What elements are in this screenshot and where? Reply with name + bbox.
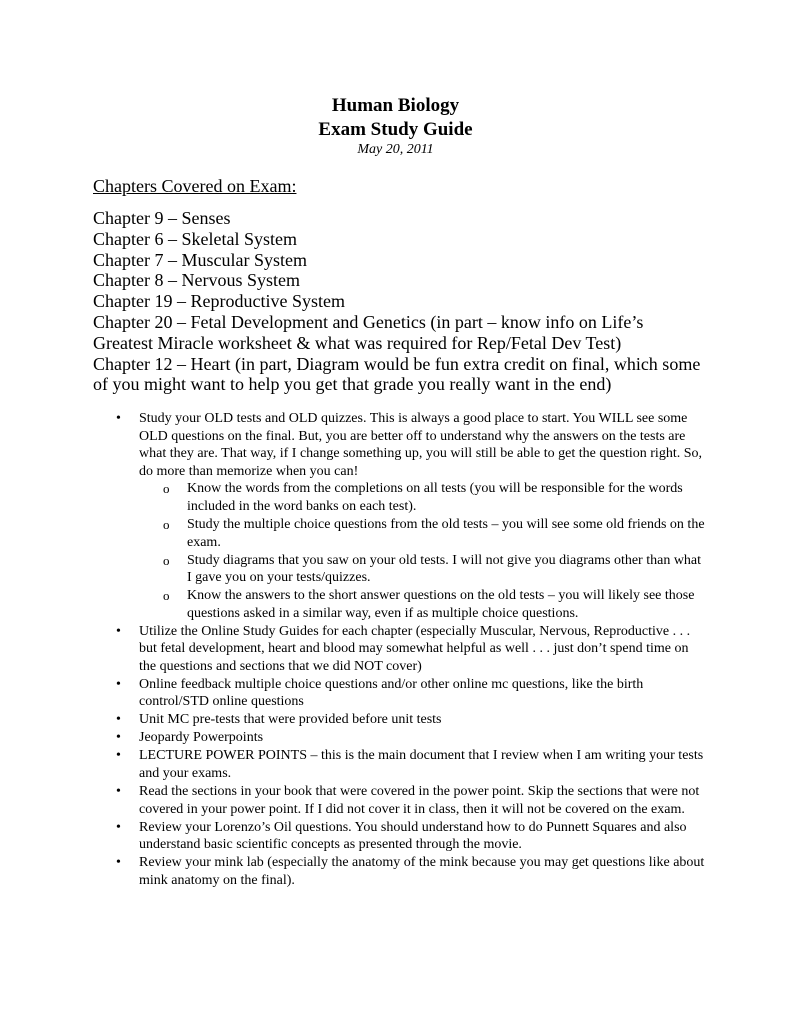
study-tips-list: [93, 410, 708, 890]
study-tip-text: Study your OLD tests and OLD quizzes. This is always a good place to start. You WILL see some OLD questions on the final. But, you are better off to understand why the answers on the tests are what they are. That way, if I change something up, you will still be able to get the question right. So, do more than memorize when you can!: [139, 411, 702, 479]
sub-tip-item: o Know the words from the completions on all tests (you will be responsible for the words included in the word banks on each test).: [139, 480, 708, 515]
chapter-item: Chapter 19 – Reproductive System: [93, 291, 345, 312]
document-date: May 20, 2011: [357, 142, 434, 157]
sub-tips-list: [139, 480, 708, 622]
document-subtitle: Exam Study Guide: [318, 119, 473, 140]
study-tip-item: • Jeopardy Powerpoints: [93, 729, 708, 747]
sub-tip-item: o Know the answers to the short answer questions on the old tests – you will likely see those questions asked in a similar way, even if as multiple choice questions.: [139, 587, 708, 622]
study-tip-item: [93, 410, 708, 622]
chapter-item: Chapter 7 – Muscular System: [93, 249, 307, 270]
sub-tip-item: o Study the multiple choice questions from the old tests – you will see some old friends on the exam.: [139, 516, 708, 551]
study-tip-item: • LECTURE POWER POINTS – this is the main document that I review when I am writing your tests and your exams.: [93, 747, 708, 782]
study-tip-item: • Review your Lorenzo’s Oil questions. You should understand how to do Punnett Squares and also understand basic scientific concepts as presented through the movie.: [93, 819, 708, 854]
study-tip-item: • Review your mink lab (especially the anatomy of the mink because you may get questions like about mink anatomy on the final).: [93, 854, 708, 889]
chapters-heading: Chapters Covered on Exam:: [93, 176, 297, 196]
sub-tip-item: o Study diagrams that you saw on your old tests. I will not give you diagrams other than what I gave you on your tests/quizzes.: [139, 552, 708, 587]
chapter-item: Chapter 6 – Skeletal System: [93, 228, 297, 249]
chapter-item: Chapter 8 – Nervous System: [93, 270, 300, 291]
study-tip-item: • Unit MC pre-tests that were provided before unit tests: [93, 711, 708, 729]
study-tip-item: • Read the sections in your book that were covered in the power point. Skip the sections that were not covered in your power point. If I did not cover it in class, then it will not be covered on the exam.: [93, 783, 708, 818]
document-title: Human Biology: [331, 95, 460, 116]
chapter-item: Chapter 9 – Senses: [93, 208, 231, 228]
study-tip-item: • Online feedback multiple choice questions and/or other online mc questions, like the birth control/STD online questions: [93, 676, 708, 711]
chapter-item: Chapter 20 – Fetal Development and Genetics (in part – know info on Life’s Greatest Miracle worksheet & what was required for Rep/Fetal Dev Test): [93, 311, 644, 353]
chapters-list: [93, 208, 703, 395]
chapter-item: Chapter 12 – Heart (in part, Diagram would be fun extra credit on final, which some of you might want to help you get that grade you really want in the end): [93, 353, 701, 395]
study-tip-item: • Utilize the Online Study Guides for each chapter (especially Muscular, Nervous, Reproductive . . . but fetal development, heart and blood may somewhat helpful as well . . . just don’t spend time on the questions and sections that we did NOT cover): [93, 623, 708, 676]
